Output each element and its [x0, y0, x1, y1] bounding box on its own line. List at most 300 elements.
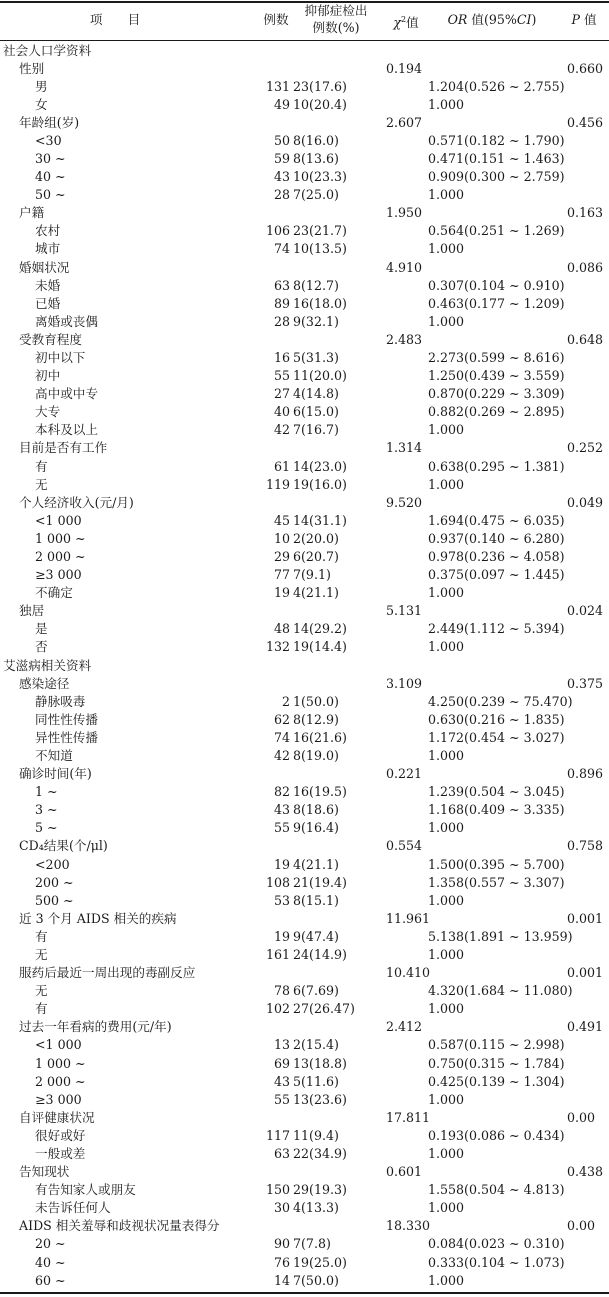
row-label: 不知道 [35, 748, 73, 763]
row-depression: 7(50.0) [293, 1272, 339, 1288]
row-or-ci: 0.471(0.151 ~ 1.463) [428, 151, 565, 167]
table-row [0, 458, 609, 476]
row-count: 131 [265, 78, 290, 94]
row-or-ci: 2.273(0.599 ~ 8.616) [428, 350, 565, 366]
row-label: ≥3 000 [35, 567, 82, 583]
row-or-ci: 0.750(0.315 ~ 1.784) [428, 1055, 565, 1071]
row-label: 否 [35, 639, 48, 655]
row-count: 89 [273, 295, 290, 311]
row-depression: 7(9.1) [293, 567, 331, 583]
table-row [0, 1181, 609, 1199]
row-depression: 14(23.0) [293, 458, 347, 474]
group-row [0, 837, 609, 855]
row-or-ci: 0.638(0.295 ~ 1.381) [428, 458, 565, 474]
row-or-ci: 0.870(0.229 ~ 3.309) [428, 386, 565, 402]
row-label: <1 000 [35, 1037, 82, 1053]
row-label: 已婚 [35, 295, 61, 311]
row-depression: 4(21.1) [293, 856, 339, 872]
row-or-ci: 0.882(0.269 ~ 2.895) [428, 404, 565, 420]
group-row [0, 114, 609, 132]
row-p-value: 0.252 [567, 440, 604, 456]
header-chi-symbol: χ [393, 15, 401, 31]
row-depression: 19(25.0) [293, 1254, 347, 1270]
row-p-value: 0.049 [567, 494, 604, 510]
row-depression: 21(19.4) [293, 874, 347, 890]
table-row [0, 946, 609, 964]
table-row [0, 801, 609, 819]
row-count: 27 [273, 386, 290, 402]
row-count: 14 [273, 1272, 290, 1288]
table-row [0, 729, 609, 747]
row-label: 受教育程度 [19, 331, 82, 347]
row-count: 19 [273, 856, 290, 872]
row-label: 无 [35, 947, 48, 962]
row-label: 有 [35, 458, 48, 474]
row-or-ci: 1.000 [428, 187, 465, 203]
table-row [0, 240, 609, 258]
row-depression: 9(47.4) [293, 928, 339, 944]
row-count: 82 [273, 784, 290, 800]
row-count: 90 [273, 1236, 290, 1252]
row-label: 未告诉任何人 [35, 1200, 111, 1216]
group-row [0, 494, 609, 512]
row-count: 63 [273, 1145, 290, 1161]
header-chi-sup: 2 [400, 15, 407, 24]
row-depression: 11(9.4) [293, 1127, 339, 1143]
row-depression: 5(11.6) [293, 1073, 339, 1089]
table-row [0, 150, 609, 168]
row-or-ci: 0.937(0.140 ~ 6.280) [428, 530, 565, 546]
row-label: CD₄结果(个/μl) [19, 838, 108, 854]
row-depression: 8(13.6) [293, 151, 339, 167]
row-count: 61 [273, 458, 290, 474]
row-depression: 19(14.4) [293, 639, 347, 655]
row-label: <30 [35, 132, 62, 148]
row-label: 服药后最近一周出现的毒副反应 [19, 965, 196, 981]
row-label: 1 000 ~ [35, 1055, 86, 1071]
row-or-ci: 1.000 [428, 892, 465, 908]
row-or-ci: 1.172(0.454 ~ 3.027) [428, 729, 565, 745]
row-or-ci: 1.204(0.526 ~ 2.755) [428, 78, 565, 94]
table-row [0, 1199, 609, 1217]
row-depression: 16(19.5) [293, 784, 347, 800]
row-depression: 6(7.69) [293, 983, 339, 999]
row-count: 16 [273, 350, 290, 366]
row-label: 年龄组(岁) [19, 114, 80, 130]
row-chi-value: 4.910 [386, 259, 423, 275]
row-count: 106 [265, 223, 290, 239]
row-count: 55 [273, 1091, 290, 1107]
row-depression: 13(18.8) [293, 1055, 347, 1071]
row-or-ci: 0.571(0.182 ~ 1.790) [428, 132, 565, 148]
row-depression: 7(7.8) [293, 1236, 331, 1252]
table-row [0, 1127, 609, 1145]
row-label: 无 [35, 476, 48, 492]
row-or-ci: 0.193(0.086 ~ 0.434) [428, 1127, 565, 1143]
row-or-ci: 1.000 [428, 585, 465, 601]
row-chi-value: 0.194 [386, 60, 423, 76]
row-depression: 8(19.0) [293, 748, 339, 763]
table-row [0, 892, 609, 910]
row-depression: 14(29.2) [293, 621, 347, 637]
row-depression: 23(21.7) [293, 223, 347, 239]
row-or-ci: 0.425(0.139 ~ 1.304) [428, 1073, 565, 1089]
row-depression: 29(19.3) [293, 1182, 347, 1198]
row-or-ci: 4.250(0.239 ~ 75.470) [428, 693, 573, 709]
table-row [0, 711, 609, 729]
row-label: 2 000 ~ [35, 549, 86, 565]
row-p-value: 0.896 [567, 766, 604, 782]
table-row [0, 693, 609, 711]
row-p-value: 0.024 [567, 603, 604, 619]
row-or-ci: 0.587(0.115 ~ 2.998) [428, 1037, 565, 1053]
row-count: 30 [273, 1200, 290, 1216]
row-depression: 8(16.0) [293, 132, 339, 148]
group-row [0, 1163, 609, 1181]
row-depression: 9(32.1) [293, 313, 339, 329]
row-depression: 7(16.7) [293, 422, 339, 438]
row-label: 农村 [35, 223, 61, 239]
table-row [0, 1145, 609, 1163]
row-depression: 4(13.3) [293, 1200, 339, 1216]
row-label: 50 ~ [35, 187, 66, 203]
table-row [0, 548, 609, 566]
row-label: 1 ~ [35, 784, 58, 800]
group-row [0, 765, 609, 783]
row-or-ci: 5.138(1.891 ~ 13.959) [428, 928, 573, 944]
row-count: 29 [273, 549, 290, 565]
row-or-ci: 1.358(0.557 ~ 3.307) [428, 874, 565, 890]
row-count: 77 [273, 567, 290, 583]
table-row [0, 168, 609, 186]
row-label: <200 [35, 856, 70, 872]
header-chi [384, 11, 428, 31]
row-chi-value: 10.410 [386, 965, 431, 981]
table-row [0, 385, 609, 403]
table-row [0, 982, 609, 1000]
row-depression: 2(15.4) [293, 1037, 339, 1053]
row-label: 大专 [35, 404, 61, 420]
table-row [0, 584, 609, 602]
row-p-value: 0.456 [567, 114, 604, 130]
row-count: 69 [273, 1055, 290, 1071]
header-depression-line2: 例数(%) [312, 20, 360, 35]
row-or-ci: 0.564(0.251 ~ 1.269) [428, 223, 565, 239]
row-count: 40 [273, 404, 290, 420]
row-p-value: 0.375 [567, 675, 604, 691]
row-p-value: 0.001 [567, 965, 604, 981]
row-depression: 2(20.0) [293, 530, 339, 546]
group-row [0, 964, 609, 982]
table-row [0, 783, 609, 801]
row-label: 30 ~ [35, 151, 66, 167]
table-row [0, 367, 609, 385]
row-label: 40 ~ [35, 169, 66, 185]
row-or-ci: 0.375(0.097 ~ 1.445) [428, 567, 565, 583]
row-or-ci: 1.000 [428, 748, 465, 763]
row-or-ci: 0.978(0.236 ~ 4.058) [428, 549, 565, 565]
group-row [0, 439, 609, 457]
row-count: 48 [273, 621, 290, 637]
section-row [0, 657, 609, 675]
row-count: 63 [273, 277, 290, 293]
row-label: 有告知家人或朋友 [35, 1182, 136, 1198]
row-p-value: 0.660 [567, 60, 604, 76]
row-count: 49 [273, 96, 290, 112]
group-row [0, 1217, 609, 1235]
row-label: 感染途径 [19, 675, 70, 691]
table-row [0, 747, 609, 765]
row-label: 1 000 ~ [35, 530, 86, 546]
group-row [0, 331, 609, 349]
table-row [0, 96, 609, 114]
row-label: 告知现状 [19, 1164, 70, 1180]
row-chi-value: 9.520 [386, 494, 423, 510]
header-or-italic: OR [447, 12, 468, 27]
row-count: 59 [273, 151, 290, 167]
row-label: 200 ~ [35, 874, 74, 890]
row-count: 43 [273, 802, 290, 818]
row-label: 城市 [35, 241, 61, 257]
table-row [0, 78, 609, 96]
table-row [0, 638, 609, 656]
row-label: 初中以下 [35, 350, 86, 366]
row-chi-value: 2.412 [386, 1019, 423, 1035]
table-row [0, 476, 609, 494]
row-depression: 10(23.3) [293, 169, 347, 185]
row-chi-value: 1.950 [386, 205, 423, 221]
row-or-ci: 1.168(0.409 ~ 3.335) [428, 802, 565, 818]
row-label: 未婚 [35, 277, 61, 293]
row-depression: 6(20.7) [293, 549, 339, 565]
row-or-ci: 0.084(0.023 ~ 0.310) [428, 1236, 565, 1252]
row-or-ci: 1.000 [428, 1001, 465, 1017]
table-row [0, 1091, 609, 1109]
row-label: 独居 [19, 603, 45, 619]
row-label: 40 ~ [35, 1254, 66, 1270]
row-or-ci: 1.000 [428, 1272, 465, 1288]
table-row [0, 403, 609, 421]
row-depression: 22(34.9) [293, 1145, 347, 1161]
row-count: 62 [273, 711, 290, 727]
table-row [0, 874, 609, 892]
row-label: 3 ~ [35, 802, 58, 818]
row-count: 19 [273, 928, 290, 944]
row-count: 43 [273, 1073, 290, 1089]
row-or-ci: 2.449(1.112 ~ 5.394) [428, 621, 565, 637]
table-row [0, 620, 609, 638]
table-row [0, 1055, 609, 1073]
row-label: 500 ~ [35, 892, 74, 908]
header-or-mid: 值(95% [467, 12, 517, 27]
row-label: 个人经济收入(元/月) [19, 494, 134, 510]
table-bottom-rule [0, 1292, 609, 1294]
row-count: 74 [273, 729, 290, 745]
row-p-value: 0.491 [567, 1019, 604, 1035]
row-or-ci: 1.000 [428, 1145, 465, 1161]
table-row [0, 1254, 609, 1272]
row-label: 目前是否有工作 [19, 440, 108, 456]
row-or-ci: 1.000 [428, 476, 465, 492]
row-count: 132 [265, 639, 290, 655]
row-depression: 13(23.6) [293, 1091, 347, 1107]
row-depression: 16(21.6) [293, 729, 347, 745]
row-label: 很好或好 [35, 1127, 86, 1143]
row-count: 19 [273, 585, 290, 601]
row-label: AIDS 相关羞辱和歧视状况量表得分 [19, 1218, 220, 1234]
row-count: 78 [273, 983, 290, 999]
row-or-ci: 0.630(0.216 ~ 1.835) [428, 711, 565, 727]
row-count: 2 [281, 693, 290, 709]
row-p-value: 0.001 [567, 910, 604, 926]
row-or-ci: 1.250(0.439 ~ 3.559) [428, 368, 565, 384]
row-label: 性别 [19, 60, 45, 76]
row-depression: 4(21.1) [293, 585, 339, 601]
header-p [563, 11, 605, 28]
row-count: 42 [273, 748, 290, 763]
row-depression: 10(20.4) [293, 96, 347, 112]
row-count: 13 [273, 1037, 290, 1053]
header-chi-suffix: 值 [406, 15, 419, 31]
row-label: 过去一年看病的费用(元/年) [19, 1019, 172, 1035]
row-or-ci: 4.320(1.684 ~ 11.080) [428, 983, 573, 999]
row-count: 161 [265, 947, 290, 962]
row-depression: 11(20.0) [293, 368, 347, 384]
table-row [0, 1073, 609, 1091]
table-row [0, 566, 609, 584]
row-count: 74 [273, 241, 290, 257]
row-label: 是 [35, 621, 48, 637]
table-row [0, 277, 609, 295]
row-count: 55 [273, 820, 290, 836]
row-p-value: 0.163 [567, 205, 604, 221]
header-or [428, 11, 556, 28]
row-count: 119 [265, 476, 290, 492]
row-count: 102 [265, 1001, 290, 1017]
group-row [0, 602, 609, 620]
row-depression: 27(26.47) [293, 1001, 355, 1017]
table-row [0, 421, 609, 439]
table-row [0, 1235, 609, 1253]
row-label: 异性性传播 [35, 729, 98, 745]
row-or-ci: 0.333(0.104 ~ 1.073) [428, 1254, 565, 1270]
row-label: 婚姻状况 [19, 259, 70, 275]
table-row [0, 1036, 609, 1054]
row-or-ci: 1.694(0.475 ~ 6.035) [428, 512, 565, 528]
row-count: 55 [273, 368, 290, 384]
row-count: 10 [273, 530, 290, 546]
table-row [0, 819, 609, 837]
table-row [0, 1000, 609, 1018]
row-or-ci: 1.000 [428, 96, 465, 112]
header-count: 例数 [263, 12, 289, 27]
row-depression: 4(14.8) [293, 386, 339, 402]
row-label: 有 [35, 928, 48, 944]
row-p-value: 0.086 [567, 259, 604, 275]
row-label: 自评健康状况 [19, 1109, 95, 1125]
row-label: 社会人口学资料 [3, 42, 92, 58]
row-label: 同性性传播 [35, 711, 98, 727]
table-row [0, 928, 609, 946]
row-label: 本科及以上 [35, 422, 98, 438]
table-row [0, 222, 609, 240]
row-count: 108 [265, 874, 290, 890]
group-row [0, 910, 609, 928]
table-row [0, 132, 609, 150]
row-or-ci: 0.463(0.177 ~ 1.209) [428, 295, 565, 311]
group-row [0, 259, 609, 277]
row-count: 150 [265, 1182, 290, 1198]
header-depression [290, 2, 382, 36]
row-or-ci: 1.000 [428, 1091, 465, 1107]
row-or-ci: 1.000 [428, 947, 465, 962]
row-depression: 8(18.6) [293, 802, 339, 818]
row-p-value: 0.00 [567, 1109, 596, 1125]
group-row [0, 204, 609, 222]
row-count: 50 [273, 132, 290, 148]
table-row [0, 295, 609, 313]
row-label: 60 ~ [35, 1272, 66, 1288]
row-count: 117 [265, 1127, 290, 1143]
row-count: 45 [273, 512, 290, 528]
group-row [0, 60, 609, 78]
row-depression: 9(16.4) [293, 820, 339, 836]
table-row [0, 1272, 609, 1290]
row-label: 5 ~ [35, 820, 58, 836]
header-or-end: ) [531, 12, 537, 27]
row-or-ci: 1.000 [428, 1200, 465, 1216]
row-label: 近 3 个月 AIDS 相关的疾病 [19, 910, 177, 926]
row-label: <1 000 [35, 512, 82, 528]
row-label: 户籍 [19, 205, 45, 221]
group-row [0, 675, 609, 693]
table-row [0, 313, 609, 331]
row-or-ci: 0.909(0.300 ~ 2.759) [428, 169, 565, 185]
row-p-value: 0.648 [567, 331, 604, 347]
row-depression: 6(15.0) [293, 404, 339, 420]
row-label: 一般或差 [35, 1145, 86, 1161]
row-label: 确诊时间(年) [19, 766, 92, 782]
row-chi-value: 18.330 [386, 1218, 431, 1234]
row-or-ci: 1.500(0.395 ~ 5.700) [428, 856, 565, 872]
row-label: 离婚或丧偶 [35, 313, 98, 329]
row-count: 53 [273, 892, 290, 908]
row-chi-value: 0.601 [386, 1164, 423, 1180]
row-chi-value: 0.221 [386, 766, 423, 782]
row-count: 28 [273, 313, 290, 329]
row-or-ci: 1.558(0.504 ~ 4.813) [428, 1182, 565, 1198]
header-p-suffix: 值 [579, 12, 597, 27]
row-depression: 10(13.5) [293, 241, 347, 257]
row-label: 有 [35, 1001, 48, 1017]
row-count: 42 [273, 422, 290, 438]
row-depression: 1(50.0) [293, 693, 339, 709]
row-or-ci: 1.000 [428, 820, 465, 836]
row-label: 初中 [35, 368, 61, 384]
row-depression: 19(16.0) [293, 476, 347, 492]
row-label: 高中或中专 [35, 386, 98, 402]
row-or-ci: 1.000 [428, 639, 465, 655]
row-label: ≥3 000 [35, 1091, 82, 1107]
row-depression: 8(12.9) [293, 711, 339, 727]
row-label: 女 [35, 96, 48, 112]
row-or-ci: 1.000 [428, 241, 465, 257]
row-depression: 8(15.1) [293, 892, 339, 908]
row-or-ci: 1.000 [428, 422, 465, 438]
table-row [0, 186, 609, 204]
row-chi-value: 2.483 [386, 331, 423, 347]
row-chi-value: 11.961 [386, 910, 431, 926]
